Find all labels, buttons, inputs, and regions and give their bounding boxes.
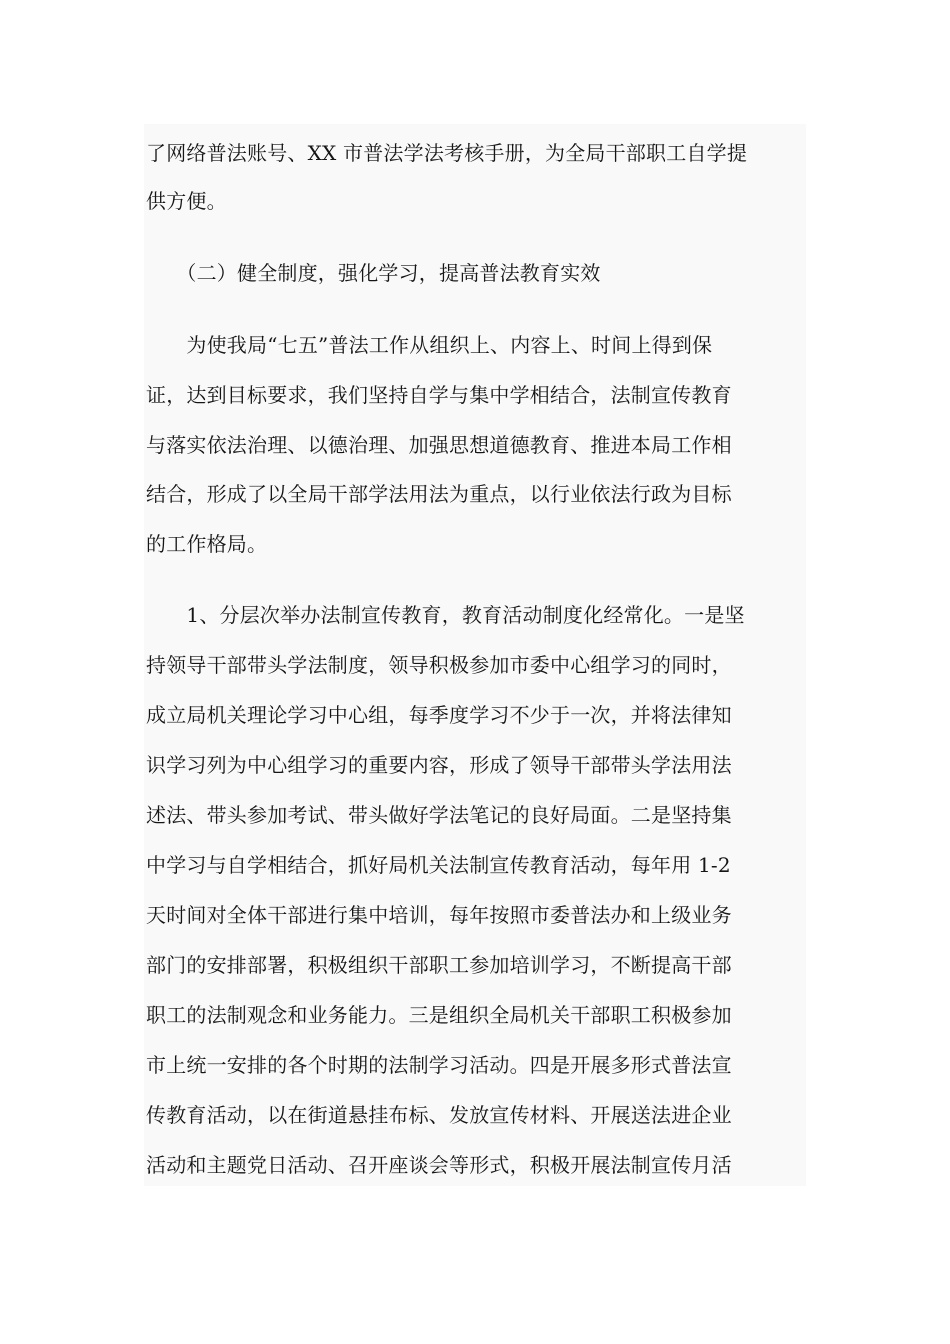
text-line: 识学习列为中心组学习的重要内容，形成了领导干部带头学法用法 [146,753,732,777]
text-line: 1、分层次举办法制宣传教育，教育活动制度化经常化。一是坚 [146,603,745,627]
text-line: 证，达到目标要求，我们坚持自学与集中学相结合，法制宣传教育 [146,383,732,407]
text-line: 部门的安排部署，积极组织干部职工参加培训学习，不断提高干部 [146,953,732,977]
text-line: 传教育活动，以在街道悬挂布标、发放宣传材料、开展送法进企业 [146,1103,732,1127]
text-line: 结合，形成了以全局干部学法用法为重点，以行业依法行政为目标 [146,482,732,506]
text-line: 成立局机关理论学习中心组，每季度学习不少于一次，并将法律知 [146,703,732,727]
text-line: 职工的法制观念和业务能力。三是组织全局机关干部职工积极参加 [146,1003,732,1027]
text-line: 为使我局“七五”普法工作从组织上、内容上、时间上得到保 [146,333,713,357]
document-body [144,124,806,1186]
section-heading: （二）健全制度，强化学习，提高普法教育实效 [146,261,601,285]
text-line: 持领导干部带头学法制度，领导积极参加市委中心组学习的同时， [146,653,732,677]
text-line: 供方便。 [146,189,227,213]
text-line: 的工作格局。 [146,532,268,556]
text-line: 了网络普法账号、XX 市普法学法考核手册，为全局干部职工自学提 [146,141,748,165]
text-line: 述法、带头参加考试、带头做好学法笔记的良好局面。二是坚持集 [146,803,732,827]
text-line: 活动和主题党日活动、召开座谈会等形式，积极开展法制宣传月活 [146,1153,732,1177]
text-line: 天时间对全体干部进行集中培训，每年按照市委普法办和上级业务 [146,903,732,927]
text-line: 市上统一安排的各个时期的法制学习活动。四是开展多形式普法宣 [146,1053,732,1077]
text-line: 与落实依法治理、以德治理、加强思想道德教育、推进本局工作相 [146,433,732,457]
text-line: 中学习与自学相结合，抓好局机关法制宣传教育活动，每年用 1-2 [146,853,731,877]
